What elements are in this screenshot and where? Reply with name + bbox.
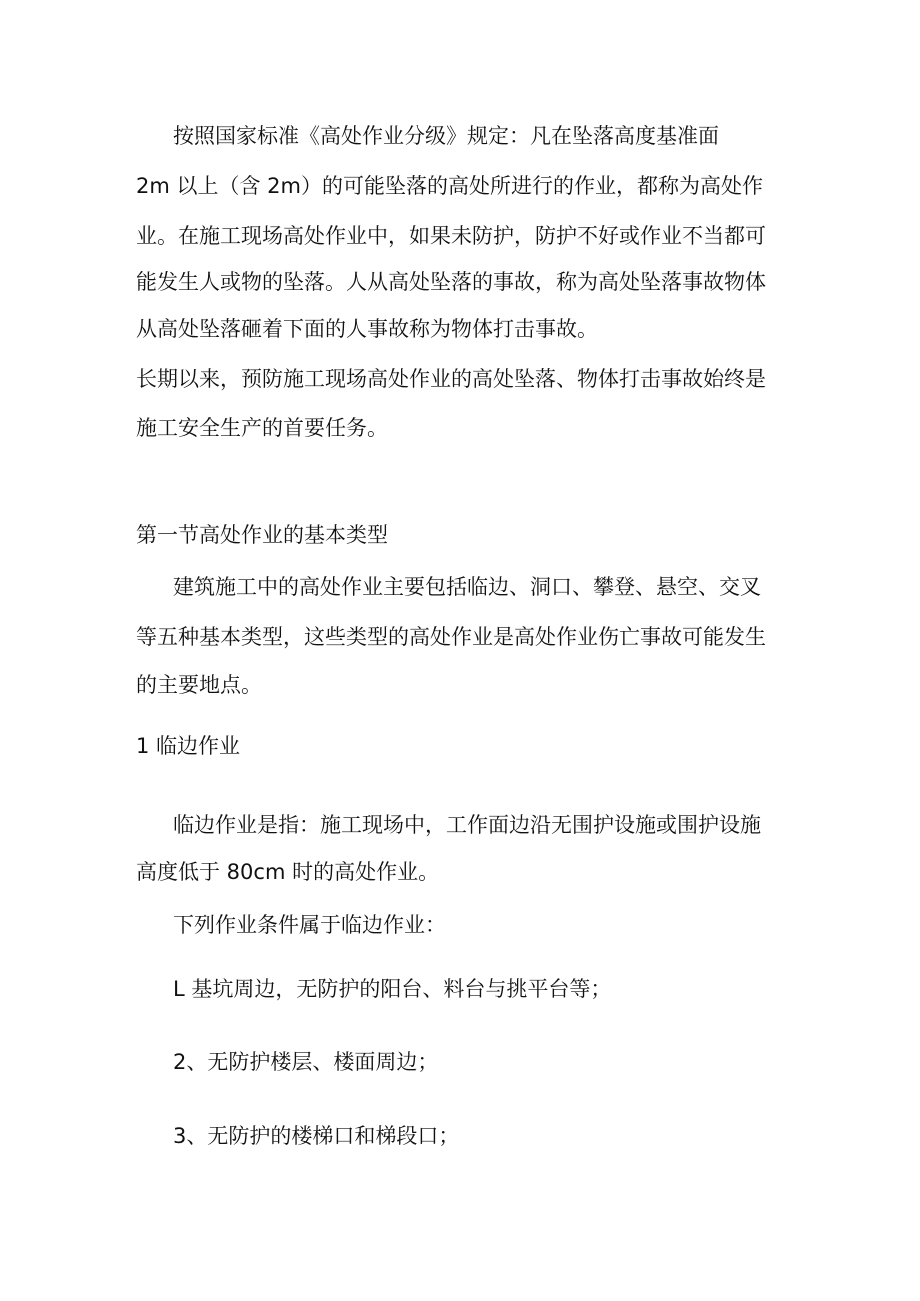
list-intro: 下列作业条件属于临边作业： — [173, 913, 446, 937]
paragraph-line: 长期以来，预防施工现场高处作业的高处坠落、物体打击事故始终是 — [136, 367, 766, 391]
list-item: 3、无防护的楼梯口和梯段口； — [173, 1124, 460, 1148]
paragraph-line: 临边作业是指：施工现场中，工作面边沿无围护设施或围护设施 — [173, 813, 761, 837]
paragraph-line: 能发生人或物的坠落。人从高处坠落的事故，称为高处坠落事故物体 — [136, 270, 766, 294]
paragraph-line: 等五种基本类型，这些类型的高处作业是高处作业伤亡事故可能发生 — [136, 625, 766, 649]
subsection-heading: 1 临边作业 — [136, 734, 241, 758]
paragraph-line: 的主要地点。 — [136, 673, 262, 697]
paragraph-line: 业。在施工现场高处作业中，如果未防护，防护不好或作业不当都可 — [136, 224, 766, 248]
paragraph-line: 施工安全生产的首要任务。 — [136, 416, 388, 440]
paragraph-line: 建筑施工中的高处作业主要包括临边、洞口、攀登、悬空、交叉 — [173, 575, 761, 599]
list-item: L 基坑周边，无防护的阳台、料台与挑平台等； — [173, 977, 612, 1001]
paragraph-line: 高度低于 80cm 时的高处作业。 — [136, 860, 440, 884]
paragraph-line: 按照国家标准《高处作业分级》规定：凡在坠落高度基准面 — [173, 124, 719, 148]
paragraph-line: 从高处坠落砸着下面的人事故称为物体打击事故。 — [136, 317, 598, 341]
paragraph-line: 2m 以上（含 2m）的可能坠落的高处所进行的作业，都称为高处作 — [136, 174, 763, 198]
section-heading: 第一节高处作业的基本类型 — [136, 523, 388, 547]
list-item: 2、无防护楼层、楼面周边； — [173, 1050, 439, 1074]
